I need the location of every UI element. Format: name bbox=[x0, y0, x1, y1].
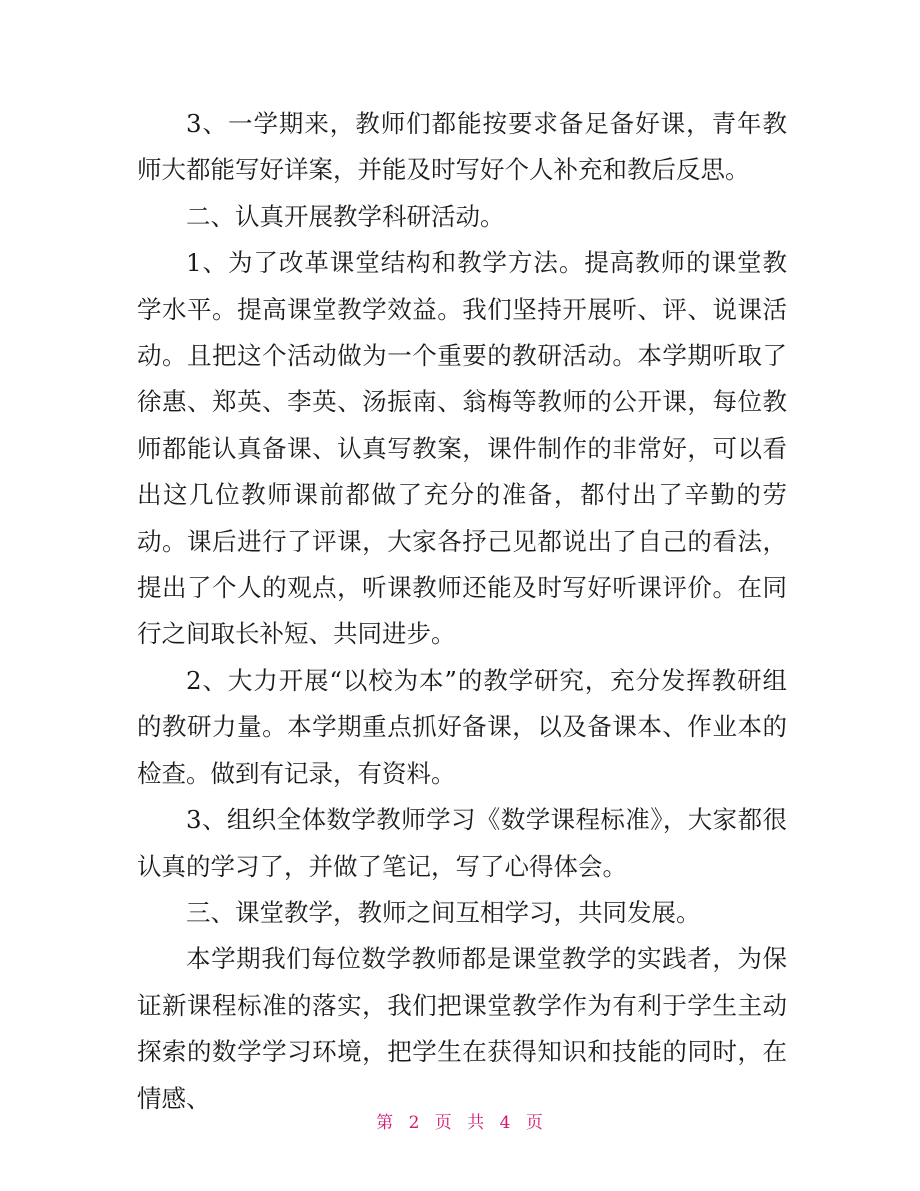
paragraph-6-heading: 三、课堂教学，教师之间互相学习，共同发展。 bbox=[186, 897, 701, 927]
paragraph-7: 本学期我们每位数学教师都是课堂教学的实践者，为保证新课程标准的落实，我们把课堂教学作为有利于学生主动探索的数学学习环境，把学生在获得知识和技能的同时，在情感、 bbox=[137, 944, 787, 1113]
document-body bbox=[137, 101, 787, 1122]
paragraph-1: 3、一学期来，教师们都能按要求备足备好课，青年教师大都能写好详案，并能及时写好个人补充和教后反思。 bbox=[137, 109, 787, 185]
paragraph-4: 2、大力开展“以校为本”的教学研究，充分发挥教研组的教研力量。本学期重点抓好备课，以及备课本、作业本的检查。做到有记录，有资料。 bbox=[137, 665, 787, 788]
paragraph-5: 3、组织全体数学教师学习《数学课程标准》，大家都很认真的学习了，并做了笔记，写了心得体会。 bbox=[137, 805, 787, 881]
page-number-footer bbox=[0, 1111, 920, 1135]
footer-total-pages: 4 bbox=[499, 1113, 512, 1133]
footer-prefix: 第 bbox=[376, 1113, 395, 1133]
footer-total-prefix: 共 bbox=[467, 1113, 486, 1133]
footer-suffix: 页 bbox=[525, 1113, 544, 1133]
footer-page-word: 页 bbox=[434, 1113, 453, 1133]
paragraph-2-heading: 二、认真开展教学科研活动。 bbox=[186, 201, 505, 231]
footer-current-page: 2 bbox=[408, 1113, 421, 1133]
paragraph-3: 1、为了改革课堂结构和教学方法。提高教师的课堂教学水平。提高课堂教学效益。我们坚持开展听、评、说课活动。且把这个活动做为一个重要的教研活动。本学期听取了徐惠、郑英、李英、汤振南、翁梅等教师的公开课，每位教师都能认真备课、认真写教案，课件制作的非常好，可以看出这几位教师课前都做了充分的准备，都付出了辛勤的劳动。课后进行了评课，大家各抒己见都说出了自己的看法，提出了个人的观点，听课教师还能及时写好听课评价。在同行之间取长补短、共同进步。 bbox=[137, 248, 787, 649]
